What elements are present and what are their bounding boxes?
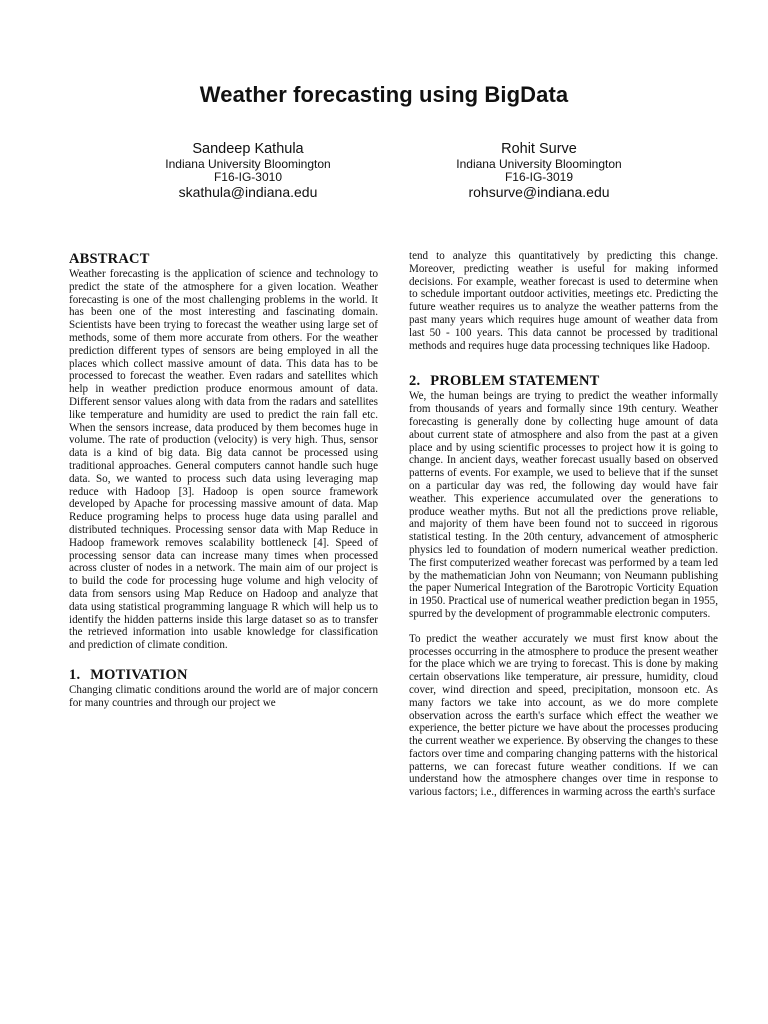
section-number: 2. bbox=[409, 373, 421, 390]
motivation-text-right: tend to analyze this quantitatively by predicting this change. Moreover, predicting weather is useful for making informed decisions. For example, weather forecast is used to determine when to schedule important outdoor activities, meetings etc. Predicting the future weather requires us to analyze the weather patterns from the past many years which requires huge amount of weather data from last 50 - 100 years. This data cannot be processed by traditional methods and requires huge data processing techniques like Hadoop. bbox=[409, 250, 718, 352]
author-name: Rohit Surve bbox=[501, 141, 577, 157]
author-code: F16-IG-3010 bbox=[213, 170, 283, 184]
right-column bbox=[409, 250, 718, 799]
section-title: MOTIVATION bbox=[90, 666, 188, 683]
paper-title: Weather forecasting using BigData bbox=[199, 82, 569, 107]
author-code: F16-IG-3019 bbox=[504, 170, 574, 184]
motivation-heading bbox=[69, 666, 378, 684]
author-block-2 bbox=[419, 140, 659, 201]
left-column bbox=[69, 250, 378, 710]
author-email: skathula@indiana.edu bbox=[178, 184, 318, 200]
author-affiliation: Indiana University Bloomington bbox=[456, 157, 622, 171]
author-block-1 bbox=[128, 140, 368, 201]
abstract-text: Weather forecasting is the application of science and technology to predict the state of the atmosphere for a given location. Weather forecasting is one of the most challenging problems in the world. It has been one of the most interesting and fascinating domain. Scientists have been trying to forecast the weather using large set of methods, some of them more accurate from others. For the weather prediction different types of sensors are being employed in all the places which collect massive amount of data. This data has to be processed to forecast the weather. Even radars and satellites which help in weather prediction produce enormous amount of data. Different sensor values along with data from the radars and satellites like temperature and humidity are used to predict the rain fall etc. When the sensors increase, data produced by them becomes huge in volume. The rate of production (velocity) is very high. Thus, sensor data is a kind of big data. Big data cannot be processed using traditional approaches. General computers cannot handle such huge data. So, we wanted to process such data using leveraging map reduce with Hadoop [3]. Hadoop is open source framework developed by Apache for processing massive amount of data. Map Reduce programing helps to process huge data using parallel and distributed techniques. Processing sensor data with Map Reduce in Hadoop framework removes scalability bottleneck [4]. Speed of processing sensor data can increase many times when processed across cluster of nodes in a network. The main aim of our project is to build the code for processing huge volume and high velocity of data from sensors using Map Reduce on Hadoop and analyze that data using statistical programming language R which will help us to identify the hidden patterns inside this large dataset so as to transfer the retrieved information into usable knowledge for classification and prediction of climate condition. bbox=[69, 268, 378, 652]
author-name: Sandeep Kathula bbox=[192, 141, 304, 157]
author-affiliation: Indiana University Bloomington bbox=[165, 157, 331, 171]
problem-statement-paragraph-2: To predict the weather accurately we must first know about the processes occurring in the atmosphere to produce the present weather for the place which we are trying to forecast. This is done by making certain observations like temperature, air pressure, humidity, cloud cover, wind direction and speed, precipitation, monsoon etc. As many factors we take into account, as we do more complete observation across the earth's surface which effect the weather we experience, the better picture we have about the processes producing the current weather we experience. By observing the changes to these factors over time and comparing changing patterns with the historical patterns, we can forecast future weather conditions. If we can understand how the atmosphere changes over time in response to various factors; i.e., differences in warming across the earth's surface bbox=[409, 632, 718, 799]
author-email: rohsurve@indiana.edu bbox=[468, 184, 610, 200]
section-title: PROBLEM STATEMENT bbox=[430, 373, 600, 390]
section-number: 1. bbox=[69, 666, 81, 683]
motivation-text-left: Changing climatic conditions around the world are of major concern for many countries and through our project we bbox=[69, 683, 378, 709]
abstract-heading: ABSTRACT bbox=[69, 251, 150, 267]
problem-statement-paragraph-1: We, the human beings are trying to predict the weather informally from thousands of years and formally since 19th century. Weather forecasting is generally done by collecting huge amount of data about current state of atmosphere and also from the past at a given place and by using scientific processes to project how it is going to change. In ancient days, weather forecast usually based on observed patterns of events. For example, we used to believe that if the sunset on a particular day was red, the following day would have fair weather. This experience accumulated over the generations to produce weather myths. But not all the predictions prove reliable, and majority of them have been found not to succeed in rigorous statistical testing. In the 20th century, advancement of atmospheric physics led to foundation of modern numerical weather prediction. The first computerized weather forecast was performed by a team led by the mathematician John von Neumann; von Neumann publishing the paper Numerical Integration of the Barotropic Vorticity Equation in 1950. Practical use of numerical weather prediction began in 1955, spurred by the development of programmable electronic computers. bbox=[409, 390, 718, 620]
problem-statement-heading bbox=[409, 372, 718, 390]
